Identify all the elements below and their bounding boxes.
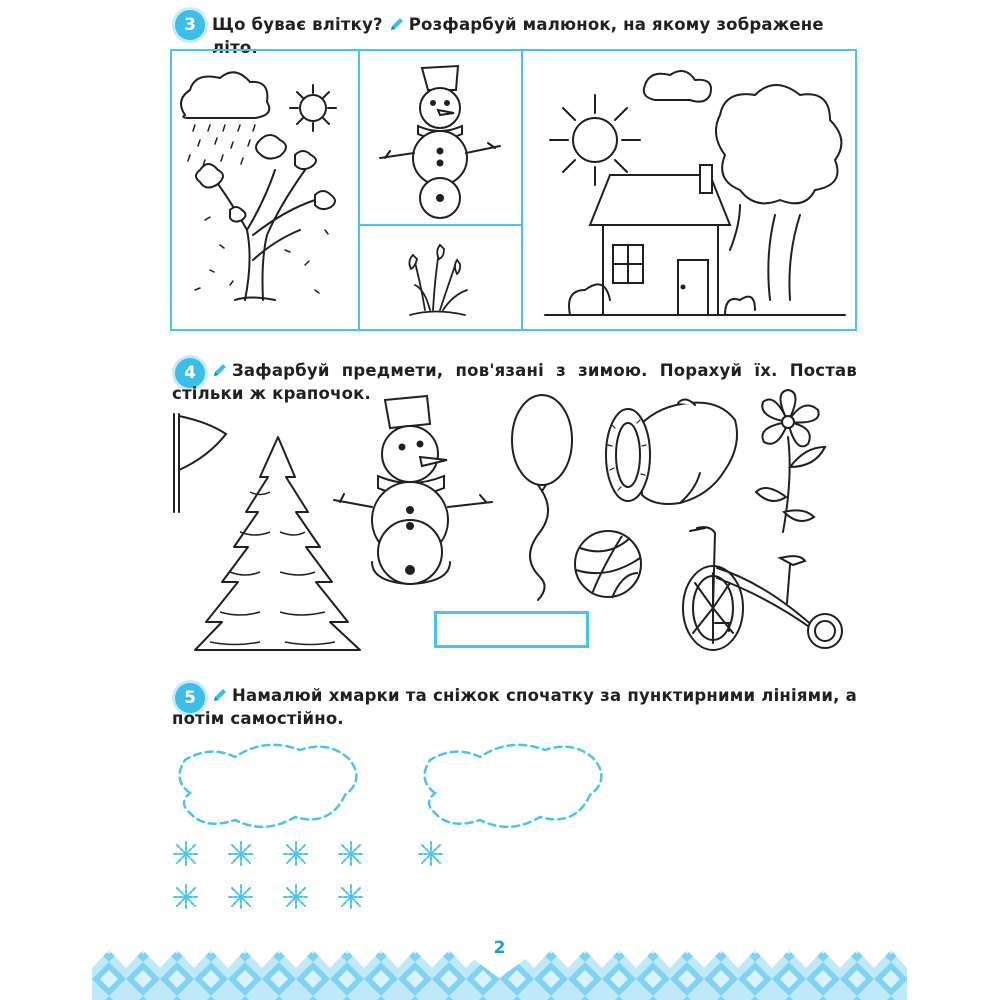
task-3-divider-3: [358, 224, 523, 226]
task-4-instruction: Зафарбуй предмети, пов'язані з зимою. Порахуй їх. Постав стільки ж крапочок.: [172, 361, 857, 403]
snowflake-icon[interactable]: [337, 840, 365, 868]
snowflake-icon[interactable]: [172, 883, 200, 911]
snowman-icon[interactable]: [370, 58, 510, 220]
dots-answer-box[interactable]: [434, 611, 589, 648]
snowman-icon[interactable]: [332, 392, 502, 592]
task-5-header: [172, 684, 857, 730]
cloud-outline-icon[interactable]: [415, 735, 610, 835]
snowflake-icon[interactable]: [227, 883, 255, 911]
snowdrop-icon[interactable]: [395, 230, 475, 322]
pencil-icon: [212, 687, 228, 703]
task-5-badge: 5: [175, 683, 205, 713]
snowflake-icon[interactable]: [282, 883, 310, 911]
summer-house-icon[interactable]: [525, 55, 853, 325]
page-number: 2: [493, 938, 506, 958]
footer-pattern: [92, 928, 907, 1000]
task-3-divider-2: [521, 49, 523, 331]
snowflake-icon[interactable]: [227, 840, 255, 868]
task-3-divider-1: [358, 49, 360, 331]
task-3-question: Що буває влітку?: [212, 15, 383, 34]
snowflake-icon[interactable]: [417, 840, 445, 868]
task-3-instruction: Розфарбуй малюнок, на якому зображене літо.: [212, 15, 824, 57]
task-5-instruction: Намалюй хмарки та сніжок спочатку за пунктирними лініями, а потім самостійно.: [172, 686, 857, 728]
cloud-outline-icon[interactable]: [170, 735, 365, 835]
tricycle-icon[interactable]: [675, 523, 853, 653]
flower-icon[interactable]: [748, 387, 830, 537]
snowflake-icon[interactable]: [337, 883, 365, 911]
task-3-badge: 3: [175, 10, 205, 40]
snowflake-icon[interactable]: [282, 840, 310, 868]
task-4-badge: 4: [175, 358, 205, 388]
pencil-icon: [389, 16, 405, 32]
autumn-tree-icon[interactable]: [175, 60, 355, 325]
mitten-icon[interactable]: [600, 395, 745, 513]
ball-icon[interactable]: [572, 528, 644, 600]
pencil-icon: [212, 362, 228, 378]
balloon-icon[interactable]: [505, 392, 580, 602]
snowflake-icon[interactable]: [172, 840, 200, 868]
